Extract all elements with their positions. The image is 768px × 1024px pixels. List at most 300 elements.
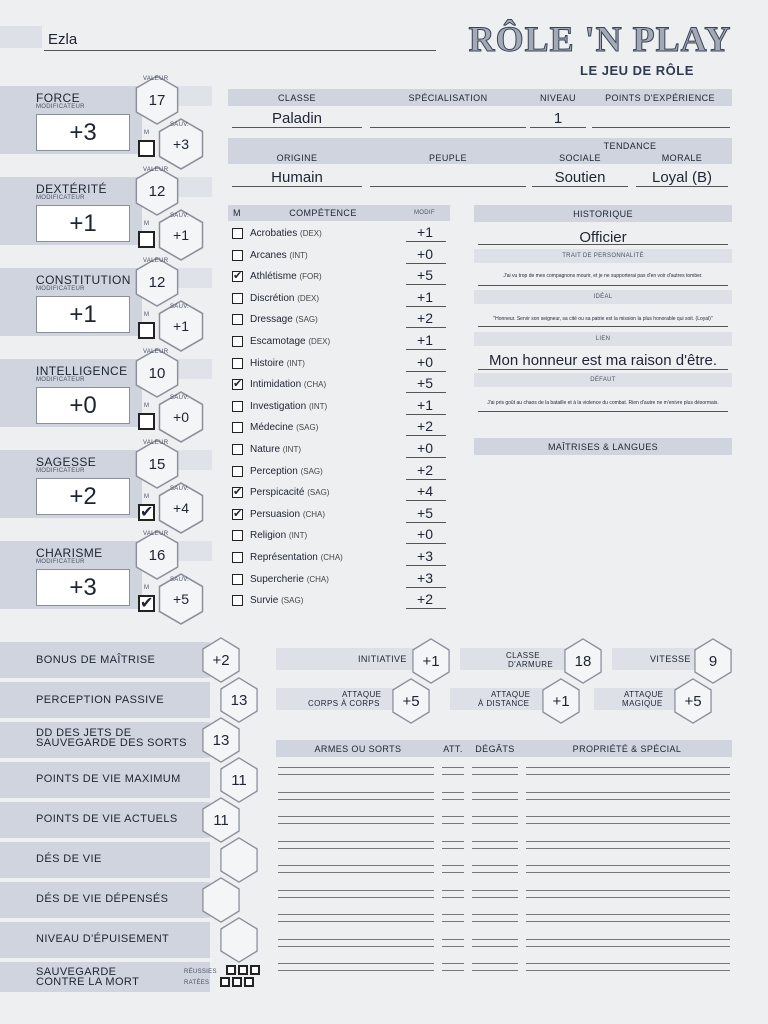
skill-name — [250, 530, 307, 541]
ability-mod-label: MODIFICATEUR — [36, 468, 85, 474]
skill-label: Histoire — [250, 357, 284, 369]
stat-label: SAUVEGARDE DES SORTS — [36, 737, 187, 749]
ability-m-label: M — [144, 221, 150, 227]
label-morale: MORALE — [661, 153, 703, 163]
morale-value[interactable]: Loyal (B) — [651, 169, 713, 186]
skill-name — [250, 228, 322, 239]
skill-value[interactable]: +2 — [417, 310, 433, 327]
stat-label: VITESSE — [650, 654, 691, 664]
skill-row — [230, 591, 450, 611]
ability-name: FORCE — [36, 91, 80, 105]
stat-label: DÉS DE VIE — [36, 853, 102, 865]
stat-band — [0, 842, 210, 878]
niveau-value[interactable]: 1 — [553, 110, 563, 127]
ratees-label: RATÉES — [184, 980, 210, 986]
ability-save: +1 — [173, 318, 189, 334]
skill-value[interactable]: +0 — [417, 245, 433, 262]
ability-value: 16 — [148, 546, 166, 564]
skill-name — [250, 595, 303, 606]
skill-label: Nature — [250, 444, 281, 455]
attaque-distance-hex[interactable] — [540, 678, 582, 724]
skill-row — [230, 310, 450, 330]
weapon-degats-cell[interactable] — [472, 914, 518, 922]
weapon-degats-cell[interactable] — [472, 792, 518, 800]
ability-save-checkbox[interactable]: ✔ — [140, 595, 154, 612]
weapon-propriete-cell[interactable] — [526, 963, 730, 971]
skill-name — [250, 336, 330, 347]
weapon-degats-cell[interactable] — [472, 841, 518, 849]
weapon-propriete-cell[interactable] — [526, 816, 730, 824]
skill-row — [230, 462, 450, 482]
skill-checkbox[interactable] — [232, 358, 243, 369]
ideal-value[interactable]: "Honneur. Servir son seigneur, sa cité ou sa patrie est la mission la plus honorable qui soit. (Loyal)" — [493, 316, 713, 322]
skill-name — [250, 314, 318, 325]
skill-row — [230, 526, 450, 546]
ability-valeur-label: VALEUR — [143, 167, 169, 173]
weapon-propriete-cell[interactable] — [526, 841, 730, 849]
skill-name — [250, 401, 327, 412]
skill-label: Religion — [250, 530, 287, 542]
ability-sauv-label: SAUV. — [170, 486, 189, 492]
skill-label: Persuasion — [250, 508, 301, 520]
stat-label: INITIATIVE — [358, 654, 407, 664]
name-line — [44, 50, 436, 51]
skill-name — [250, 422, 318, 433]
ability-mod-box[interactable]: +1 — [36, 296, 130, 333]
label-tendance: TENDANCE — [603, 141, 657, 151]
ability-save-checkbox[interactable]: ✔ — [140, 504, 154, 521]
skill-value[interactable]: +1 — [417, 332, 433, 348]
skill-checkbox[interactable] — [232, 336, 243, 347]
weapons-propriete-label: PROPRIÉTÉ & SPÉCIAL — [572, 744, 682, 754]
ability-valeur-label: VALEUR — [143, 258, 169, 264]
stat-label: D'ARMURE — [508, 660, 554, 669]
skill-label: Perception — [250, 465, 298, 477]
skill-label: Représentation — [250, 552, 318, 563]
sociale-value[interactable]: Soutien — [554, 169, 606, 186]
skill-name — [250, 250, 308, 261]
death-save-failure-checkbox[interactable] — [220, 977, 230, 987]
weapon-name-cell[interactable] — [278, 841, 434, 849]
skills-m-label: M — [233, 208, 241, 218]
skill-label: Intimidation — [250, 379, 302, 391]
dd-sauvegarde-hex-value: 13 — [212, 731, 230, 749]
skill-ability: (INT) — [282, 445, 302, 454]
stat-label: ATTAQUE — [491, 690, 531, 699]
skill-line — [406, 414, 446, 415]
weapon-att-cell[interactable] — [442, 939, 464, 947]
skill-label: Arcanes — [250, 249, 287, 261]
weapon-degats-cell[interactable] — [472, 865, 518, 873]
skill-row — [230, 483, 450, 503]
skill-checkbox[interactable]: ✔ — [233, 507, 243, 520]
ability-sauv-label: SAUV. — [170, 304, 189, 310]
epuisement-hex-value — [218, 917, 260, 963]
weapon-degats-cell[interactable] — [472, 816, 518, 824]
perception-passive-hex-value: 13 — [230, 691, 248, 709]
skill-label: Perspicacité — [250, 487, 305, 499]
trait-line — [478, 285, 728, 286]
lien-line — [478, 369, 728, 370]
skill-checkbox[interactable] — [232, 574, 243, 585]
skill-row — [230, 267, 450, 287]
reussies-label: RÉUSSIES — [184, 969, 217, 975]
weapon-att-cell[interactable] — [442, 963, 464, 971]
skill-line — [406, 327, 446, 328]
ability-save-checkbox[interactable] — [138, 231, 155, 248]
label-sociale: SOCIALE — [559, 153, 601, 163]
skill-value[interactable]: +0 — [417, 440, 433, 456]
stat-label: CONTRE LA MORT — [36, 976, 140, 988]
skill-line — [406, 587, 446, 588]
weapon-att-cell[interactable] — [442, 816, 464, 824]
skill-ability: (CHA) — [320, 553, 343, 562]
skill-checkbox[interactable] — [232, 444, 243, 455]
ability-save: +0 — [173, 409, 189, 425]
skill-row — [230, 375, 450, 395]
weapon-name-cell[interactable] — [278, 865, 434, 873]
skill-line — [406, 435, 446, 436]
weapon-att-cell[interactable] — [442, 792, 464, 800]
label-specialisation: SPÉCIALISATION — [408, 93, 488, 103]
skill-line — [406, 457, 446, 458]
skill-name — [250, 552, 343, 563]
skill-row — [230, 224, 450, 244]
stat-label: NIVEAU D'ÉPUISEMENT — [36, 933, 170, 945]
weapon-propriete-cell[interactable] — [526, 890, 730, 898]
skill-ability: (SAG) — [300, 466, 323, 476]
skill-name — [250, 293, 319, 304]
ability-m-label: M — [144, 403, 150, 409]
weapon-row[interactable] — [278, 841, 732, 849]
ability-mod-box[interactable]: +3 — [36, 569, 130, 606]
death-save-success-checkbox[interactable] — [250, 965, 260, 975]
weapon-att-cell[interactable] — [442, 890, 464, 898]
skill-name — [250, 487, 329, 498]
skill-name — [250, 509, 325, 520]
skill-ability: (INT) — [289, 250, 308, 260]
skill-checkbox[interactable] — [232, 228, 243, 239]
skill-checkbox[interactable] — [232, 552, 243, 563]
skill-ability: (INT) — [288, 531, 308, 541]
weapon-propriete-cell[interactable] — [526, 792, 730, 800]
weapon-row[interactable] — [278, 963, 732, 971]
weapon-row[interactable] — [278, 890, 732, 898]
weapon-att-cell[interactable] — [442, 914, 464, 922]
ability-name: CONSTITUTION — [36, 273, 131, 287]
ability-mod-box[interactable]: +0 — [36, 387, 130, 424]
ability-sauv-label: SAUV. — [170, 395, 189, 401]
ability-mod-label: MODIFICATEUR — [36, 286, 85, 292]
weapon-row[interactable] — [278, 939, 732, 947]
weapon-degats-cell[interactable] — [472, 963, 518, 971]
skill-checkbox[interactable]: ✔ — [233, 270, 243, 283]
skill-label: Athlétisme — [250, 271, 297, 283]
weapon-row[interactable] — [278, 865, 732, 873]
skill-line — [406, 608, 446, 609]
skill-row — [230, 397, 450, 417]
ability-sauv-label: SAUV. — [170, 122, 189, 128]
ability-save: +4 — [173, 500, 189, 516]
skill-label: Survie — [250, 595, 279, 607]
lien-value[interactable]: Mon honneur est ma raison d'être. — [489, 352, 717, 369]
skill-row — [230, 332, 450, 352]
ability-value: 10 — [148, 364, 166, 382]
classe-armure-hex-value: 18 — [574, 652, 592, 670]
ability-mod-label: MODIFICATEUR — [36, 377, 85, 383]
weapon-att-cell[interactable] — [442, 767, 464, 775]
skill-name — [250, 466, 323, 477]
skill-ability: (DEX) — [308, 337, 331, 346]
skill-checkbox[interactable] — [232, 466, 243, 477]
weapon-row[interactable] — [278, 792, 732, 800]
skill-ability: (SAG) — [295, 315, 318, 325]
skill-checkbox[interactable] — [232, 293, 243, 304]
skill-row — [230, 548, 450, 568]
ability-valeur-label: VALEUR — [143, 531, 169, 537]
ability-value: 17 — [148, 91, 166, 109]
stat-label: POINTS DE VIE ACTUELS — [36, 813, 178, 825]
lien-label: LIEN — [595, 336, 611, 342]
weapon-degats-cell[interactable] — [472, 767, 518, 775]
ability-save: +1 — [173, 227, 189, 243]
attaque-magique-hex[interactable] — [672, 678, 714, 724]
skill-value[interactable]: +0 — [417, 526, 433, 543]
stat-label: SAUVEGARDE — [36, 966, 117, 978]
ability-m-label: M — [144, 585, 150, 591]
skill-checkbox[interactable] — [232, 314, 243, 325]
weapon-propriete-cell[interactable] — [526, 914, 730, 922]
attaque-corps-hex-value: +5 — [402, 692, 420, 710]
skill-value[interactable]: +2 — [417, 591, 433, 608]
ability-save-checkbox[interactable] — [138, 322, 155, 339]
weapon-row[interactable] — [278, 816, 732, 824]
maitrises-label: MAÎTRISES & LANGUES — [547, 442, 659, 452]
weapon-att-cell[interactable] — [442, 865, 464, 873]
attaque-magique-hex-value: +5 — [684, 692, 702, 710]
skill-ability: (CHA) — [303, 380, 327, 390]
weapon-row[interactable] — [278, 914, 732, 922]
label-origine: ORIGINE — [276, 153, 318, 163]
weapon-name-cell[interactable] — [278, 914, 434, 922]
skill-checkbox[interactable] — [232, 595, 243, 606]
character-name[interactable]: Ezla — [48, 31, 78, 48]
defaut-label: DÉFAUT — [590, 377, 616, 383]
defaut-value[interactable]: J'ai pris goût au chaos de la bataille et à la violence du combat. Rien d'autre ne m'enivre plus désormais. — [487, 400, 719, 406]
stat-label: PERCEPTION PASSIVE — [36, 694, 165, 706]
skill-value[interactable]: +1 — [417, 396, 433, 413]
classe-line — [232, 127, 362, 128]
weapon-propriete-cell[interactable] — [526, 939, 730, 947]
skill-ability: (SAG) — [281, 596, 304, 606]
skill-label: Escamotage — [250, 336, 306, 347]
historique-value[interactable]: Officier — [579, 229, 627, 246]
stat-label: CLASSE — [506, 651, 540, 660]
label-niveau: NIVEAU — [540, 93, 576, 103]
skill-label: Dressage — [250, 314, 293, 326]
ideal-label: IDÉAL — [593, 294, 613, 300]
skill-ability: (SAG) — [307, 488, 330, 498]
stat-label: ATTAQUE — [342, 690, 382, 699]
skill-value[interactable]: +0 — [417, 353, 433, 370]
weapon-name-cell[interactable] — [278, 939, 434, 947]
skill-value[interactable]: +1 — [417, 288, 433, 305]
skill-row — [230, 354, 450, 374]
ability-name: CHARISME — [36, 546, 103, 560]
skill-label: Discrétion — [250, 292, 295, 304]
ability-valeur-label: VALEUR — [143, 76, 169, 82]
origine-line — [232, 186, 362, 187]
stat-label: POINTS DE VIE MAXIMUM — [36, 773, 181, 785]
skill-line — [406, 306, 446, 307]
morale-line — [636, 186, 728, 187]
skill-line — [406, 522, 446, 523]
ability-mod-box[interactable]: +1 — [36, 205, 130, 242]
stat-label: À DISTANCE — [478, 699, 530, 708]
skill-ability: (CHA) — [306, 574, 329, 584]
ability-sauv-label: SAUV. — [170, 213, 189, 219]
ideal-line — [478, 326, 728, 327]
vitesse-hex-value: 9 — [708, 652, 718, 670]
skill-line — [406, 349, 446, 350]
attaque-corps-hex[interactable] — [390, 678, 432, 724]
stat-label: DÉS DE VIE DÉPENSÉS — [36, 893, 169, 905]
skill-ability: (DEX) — [297, 293, 320, 303]
ability-sauv-label: SAUV. — [170, 577, 189, 583]
ability-mod-label: MODIFICATEUR — [36, 195, 85, 201]
ability-save-checkbox[interactable] — [138, 413, 155, 430]
skill-ability: (INT) — [308, 401, 328, 411]
stat-label: ATTAQUE — [624, 690, 664, 699]
logo-title: RÔLE 'N PLAY — [468, 19, 732, 59]
ability-save-checkbox[interactable] — [138, 140, 155, 157]
weapon-name-cell[interactable] — [278, 963, 434, 971]
weapon-propriete-cell[interactable] — [526, 767, 730, 775]
ability-value: 15 — [148, 455, 166, 473]
skill-value[interactable]: +5 — [417, 504, 433, 521]
skill-ability: (FOR) — [299, 272, 322, 282]
label-classe: CLASSE — [278, 93, 316, 103]
ability-m-label: M — [144, 130, 150, 136]
weapon-propriete-cell[interactable] — [526, 865, 730, 873]
epuisement-hex[interactable] — [218, 917, 260, 963]
skill-value[interactable]: +5 — [417, 375, 433, 392]
niveau-line — [530, 127, 586, 128]
ability-name: INTELLIGENCE — [36, 364, 128, 378]
weapons-armes-label: ARMES OU SORTS — [314, 744, 402, 754]
ability-mod-box[interactable]: +3 — [36, 114, 130, 151]
stat-label: CORPS À CORPS — [308, 699, 380, 708]
skill-checkbox[interactable] — [232, 250, 243, 261]
skill-line — [406, 284, 446, 285]
defaut-line — [478, 411, 728, 412]
skill-line — [406, 565, 446, 566]
ability-name: SAGESSE — [36, 455, 97, 469]
peuple-line — [370, 186, 526, 187]
sociale-line — [532, 186, 628, 187]
weapons-att-label: ATT. — [443, 744, 463, 754]
skill-value[interactable]: +5 — [417, 267, 433, 284]
death-save-failure-checkbox[interactable] — [244, 977, 254, 987]
historique-label: HISTORIQUE — [573, 209, 633, 219]
weapon-att-cell[interactable] — [442, 841, 464, 849]
ability-mod-box[interactable]: +2 — [36, 478, 130, 515]
label-peuple: PEUPLE — [429, 153, 467, 163]
weapon-name-cell[interactable] — [278, 890, 434, 898]
skill-row — [230, 418, 450, 438]
trait-value[interactable]: J'ai vu trop de mes compagnons mourir, et je ne supporterai pas d'en voir d'autres tomber. — [503, 273, 703, 279]
stat-label: DD DES JETS DE — [36, 727, 132, 739]
weapons-degats-label: DÉGÂTS — [475, 744, 515, 754]
skill-line — [406, 479, 446, 480]
origine-value[interactable]: Humain — [271, 169, 323, 186]
death-save-success-checkbox[interactable] — [226, 965, 236, 975]
weapon-name-cell[interactable] — [278, 792, 434, 800]
skill-ability: (DEX) — [300, 229, 322, 238]
weapon-name-cell[interactable] — [278, 767, 434, 775]
skill-value[interactable]: +2 — [417, 461, 433, 478]
ability-save: +5 — [173, 591, 189, 607]
skill-row — [230, 570, 450, 590]
skill-label: Médecine — [250, 422, 294, 434]
ability-value: 12 — [148, 273, 166, 291]
skill-ability: (CHA) — [302, 509, 326, 519]
skill-value[interactable]: +4 — [417, 483, 433, 500]
bonus-maitrise-hex-value: +2 — [212, 651, 230, 669]
skill-checkbox[interactable] — [232, 530, 243, 541]
weapon-row[interactable] — [278, 767, 732, 775]
logo — [468, 18, 732, 88]
ability-m-label: M — [144, 312, 150, 318]
skill-row — [230, 505, 450, 525]
ability-name: DEXTÉRITÉ — [36, 182, 107, 196]
skill-checkbox[interactable] — [232, 422, 243, 433]
weapon-name-cell[interactable] — [278, 816, 434, 824]
skill-value[interactable]: +1 — [417, 224, 433, 240]
specialisation-line — [370, 127, 526, 128]
skill-line — [406, 241, 446, 242]
ability-valeur-label: VALEUR — [143, 440, 169, 446]
skill-ability: (SAG) — [296, 423, 319, 433]
skill-checkbox[interactable] — [232, 401, 243, 412]
name-tab — [0, 26, 42, 48]
skill-value[interactable]: +3 — [417, 569, 433, 586]
weapon-degats-cell[interactable] — [472, 939, 518, 947]
skill-ability: (INT) — [286, 358, 305, 368]
death-save-failure-checkbox[interactable] — [232, 977, 242, 987]
ability-mod-label: MODIFICATEUR — [36, 559, 85, 565]
skills-competence-label: COMPÉTENCE — [289, 208, 357, 218]
skill-checkbox[interactable]: ✔ — [233, 378, 243, 391]
skill-line — [406, 392, 446, 393]
skill-line — [406, 500, 446, 501]
death-save-success-checkbox[interactable] — [238, 965, 248, 975]
skill-label: Acrobaties — [250, 228, 298, 239]
skill-value[interactable]: +3 — [417, 548, 433, 564]
skill-name — [250, 379, 326, 390]
label-xp: POINTS D'EXPÉRIENCE — [605, 93, 715, 103]
skill-checkbox[interactable]: ✔ — [233, 486, 243, 499]
weapon-degats-cell[interactable] — [472, 890, 518, 898]
skill-value[interactable]: +2 — [417, 418, 433, 435]
trait-label: TRAIT DE PERSONNALITÉ — [562, 253, 644, 259]
logo-subtitle: LE JEU DE RÔLE — [580, 63, 694, 78]
historique-line — [478, 244, 728, 245]
ability-mod-label: MODIFICATEUR — [36, 104, 85, 110]
initiative-hex-value: +1 — [422, 652, 440, 670]
classe-value[interactable]: Paladin — [271, 110, 323, 127]
skill-line — [406, 543, 446, 544]
